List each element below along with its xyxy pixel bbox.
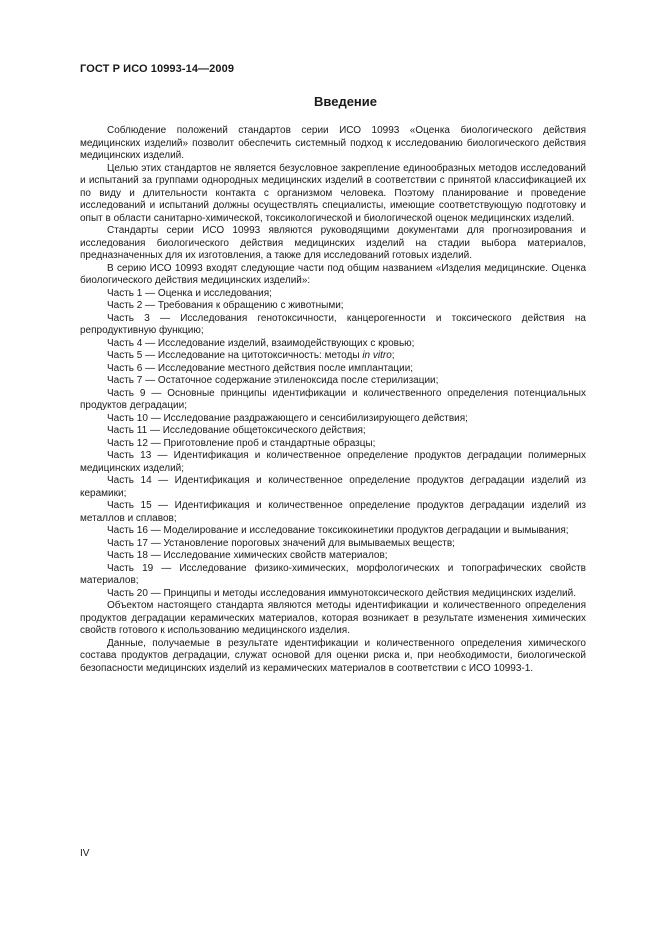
list-item: Часть 18 — Исследование химических свойств материалов; [107,550,388,561]
paragraph: Соблюдение положений стандартов серии ИСО 10993 «Оценка биологического действия медицинских изделий» позволит обеспечить системный подход к исследованию биологического действия медицинских изделий. [80,125,586,161]
list-item: Часть 15 — Идентификация и количественное определение продуктов деградации изделий из металлов и сплавов; [80,500,586,524]
paragraph: Объектом настоящего стандарта являются методы идентификации и количественного определения продуктов деградации керамических материалов, которая возникает в результате изменения химических свойств готового к использованию медицинского изделия. [80,600,586,636]
paragraph: Данные, получаемые в результате идентификации и количественного определения химического состава продуктов деградации, служат основой для оценки риска и, при необходимости, биологической безопасности медицинских изделий из керамических материалов в соответствии с ИСО 10993-1. [80,637,586,674]
list-item: Часть 16 — Моделирование и исследование токсикокинетики продуктов деградации и вымывания; [107,525,569,536]
list-item: Часть 11 — Исследование общетоксического действия; [107,425,366,436]
paragraph: Целью этих стандартов не является безусловное закрепление единообразных методов исследований и испытаний за группами однородных медицинских изделий в соответствии с принятой классификацией их по виду и длительности контакта с организмом человека. Поэтому планирование и проведение исследований и испытаний должны осуществлять специалисты, имеющие соответствующую подготовку и опыт в области санитарно-химической, токсикологической и биологической оценок медицинских изделий. [80,162,586,224]
page-number: IV [80,848,90,859]
paragraph: В серию ИСО 10993 входят следующие части под общим названием «Изделия медицинские. Оценка биологического действия медицинских изделий»: [80,262,586,286]
list-item: Часть 3 — Исследования генотоксичности, канцерогенности и токсического действия на репродуктивную функцию; [80,312,586,336]
list-item: Часть 12 — Приготовление проб и стандартные образцы; [107,437,376,449]
list-item: Часть 1 — Оценка и исследования; [107,287,272,299]
list-item: Часть 13 — Идентификация и количественное определение продуктов деградации полимерных медицинских изделий; [80,450,586,474]
list-item: Часть 14 — Идентификация и количественное определение продуктов деградации изделий из керамики; [80,475,586,499]
punctuation: ; [391,350,395,361]
list-item: Часть 10 — Исследование раздражающего и сенсибилизирующего действия; [107,412,468,424]
list-item: Часть 4 — Исследование изделий, взаимодействующих с кровью; [107,337,415,349]
italic-term: in vitro [362,350,392,361]
section-title: Введение [314,94,377,109]
body-text [80,125,586,675]
list-item: Часть 2 — Требования к обращению с животными; [107,300,344,311]
document-id: ГОСТ Р ИСО 10993-14—2009 [80,63,235,75]
list-item [80,350,586,363]
list-item: Часть 17 — Установление пороговых значений для вымываемых веществ; [107,537,455,549]
list-item: Часть 9 — Основные принципы идентификации и количественного определения потенциальных продуктов деградации; [80,387,586,411]
list-item: Часть 6 — Исследование местного действия после имплантации; [107,362,414,374]
paragraph: Стандарты серии ИСО 10993 являются руководящими документами для прогнозирования и исследования биологического действия медицинских изделий на стадии выбора материалов, предназначенных для их изготовления, а также для исследований готовых изделий. [80,225,586,261]
list-item: Часть 7 — Остаточное содержание этиленоксида после стерилизации; [107,375,439,386]
list-item: Часть 20 — Принципы и методы исследования иммунотоксического действия медицинских изделий. [107,587,576,599]
list-item-text: Часть 5 — Исследование на цитотоксичность: методы [107,350,363,361]
list-item: Часть 19 — Исследование физико-химических, морфологических и топографических свойств материалов; [80,562,586,586]
